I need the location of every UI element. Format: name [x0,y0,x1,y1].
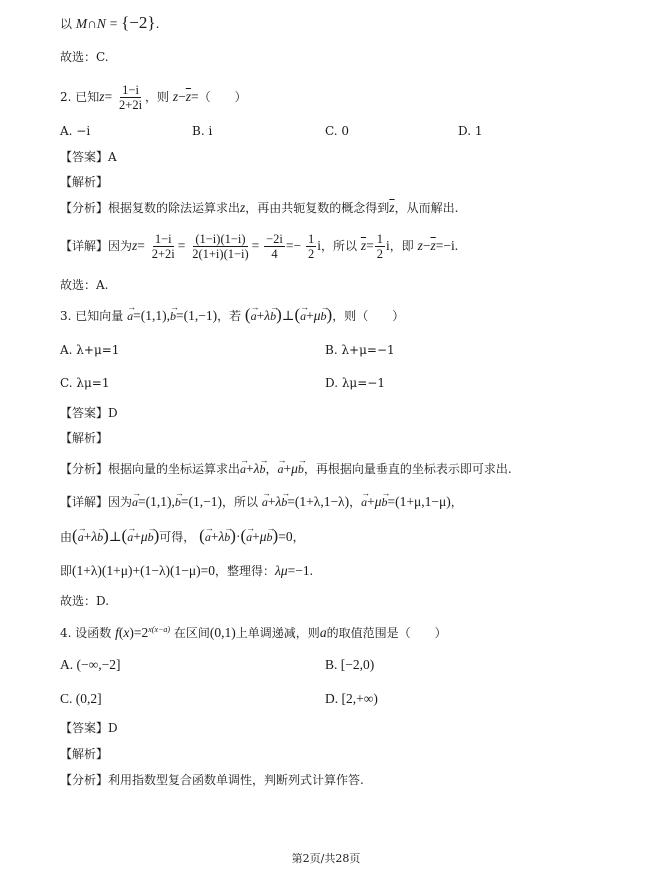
q4-answer: 【答案】D [60,721,118,735]
q3-stem: 3. 已知向量 → a=(1,1),→ b=(1,−1)，若 (→ a+λ→ b)⊥(→ a+μ→ b)，则（ ） [60,306,404,325]
q4-analysis-label: 【解析】 [60,747,109,761]
q3-option-d: D. λμ=−1 [325,376,385,390]
q3-analysis-label: 【解析】 [60,431,109,445]
q2-fraction: $\frac{1-i}{2+2i}$ [119,83,143,112]
page-footer: 第2页/共28页 [291,852,361,865]
q3-step-solve: 即(1+λ)(1+μ)+(1−λ)(1−μ)=0，整理得：λμ=−1. [60,563,313,578]
q2-fenxi: 【分析】根据复数的除法运算求出z，再由共轭复数的概念得到$\overline{z}$，从而解出. [60,200,459,215]
q3-option-b: B. λ+μ=−1 [325,343,395,357]
prev-conclusion: 故选：C. [60,50,109,64]
set-n: N [96,16,106,31]
q2-xiangjie: 【详解】因为z= $\frac{1-i}{2+2i}$ = $\frac{(1-i)(1-i)}{2(1+i)(1-i)}$ = $\frac{-2i}{4}$ =− $\frac{1}{2}$ i，所以 $\overline{z}=$ $\frac{1}{2}$ i，即 $z-\overline{z}=-i$. [60,232,459,261]
q3-option-c: C. λμ=1 [60,376,110,390]
q2-option-b: B. i [192,124,213,138]
q2-option-c: C. 0 [325,124,350,138]
set-m: M [75,16,88,31]
q2-option-a: A. −i [60,124,91,138]
q4-option-a: A. (−∞,−2] [60,657,121,672]
q2-analysis-label: 【解析】 [60,175,109,189]
q3-answer: 【答案】D [60,406,118,420]
q3-option-a: A. λ+μ=1 [60,343,120,357]
q3-step-perp: 由(→ a+λ→ b)⊥(→ a+μ→ b)可得， (→ a+λ→ b)·(→ a+μ→ b)=0， [60,527,305,546]
q4-option-c: C. (0,2] [60,691,102,706]
q4-option-b: B. [−2,0) [325,657,375,672]
q4-stem: 4. 设函数 $f(x)=2^{x(x-a)}$ 在区间(0,1)上单调递减，则a的取值范围是（ ） [60,625,447,640]
q4-option-d: D. [2,+∞) [325,691,378,706]
q2-conclusion: 故选：A. [60,278,109,292]
q2-option-d: D. 1 [458,124,483,138]
q3-conclusion: 故选：D. [60,594,110,608]
intersection-result: {−2} [121,13,156,32]
q4-fenxi: 【分析】利用指数型复合函数单调性，判断列式计算作答. [60,773,364,787]
q3-fenxi: 【分析】根据向量的坐标运算求出→ a+λ→ b，→ a+μ→ b，再根据向量垂直的坐标表示即可求出. [60,460,512,478]
q2-stem: 2. 已知z= $\frac{1-i}{2+2i}$ ，则 $z-\overline{z}=$（ ） [60,83,247,112]
q2-answer: 【答案】A [60,150,117,164]
q3-xiangjie: 【详解】因为→ a=(1,1),→ b=(1,−1)，所以 → a+λ→ b=(1+λ,1−λ)，→ a+μ→ b=(1+μ,1−μ)， [60,493,463,511]
prev-solution-tail: 以 M∩N = {−2}. [60,13,160,32]
